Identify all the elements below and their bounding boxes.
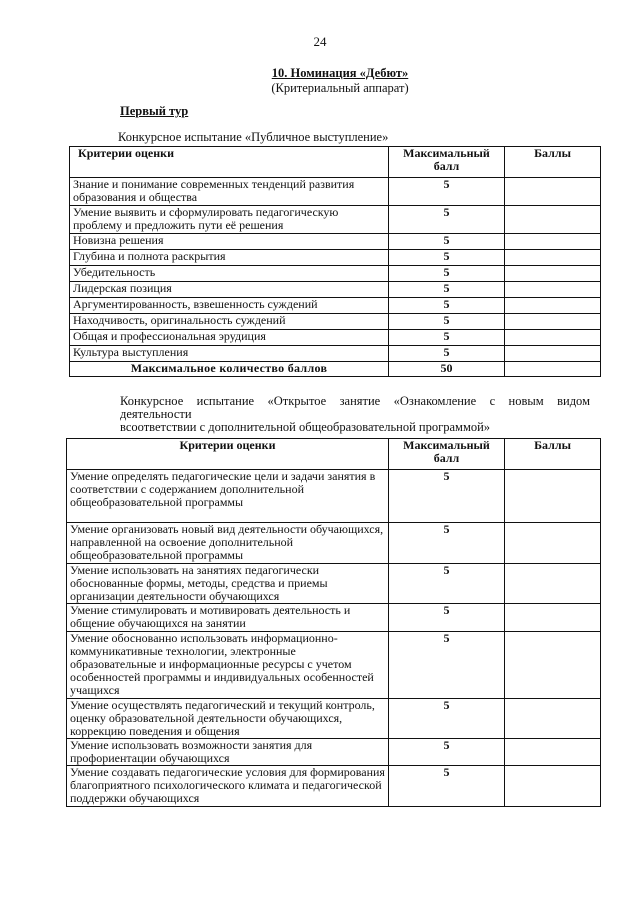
score-cell — [505, 564, 601, 604]
page-number: 24 — [313, 34, 327, 49]
intro-word: видом — [557, 394, 590, 408]
total-row — [70, 362, 601, 377]
score-cell — [505, 346, 601, 362]
max-score-header: Максимальный балл — [389, 439, 505, 470]
score-cell — [505, 314, 601, 330]
nomination-subtitle: (Критериальный аппарат) — [271, 81, 409, 95]
criterion-text: Умение обоснованно использовать информационно-коммуникативные технологии, электронные образовательные и информационные ресурсы с учетом особенностей программы и индивидуальных особенностей учащихся — [67, 632, 389, 699]
nomination-title: 10. Номинация «Дебют» — [271, 66, 409, 80]
criterion-row — [67, 523, 601, 564]
criterion-text: Убедительность — [70, 266, 389, 282]
score-header: Баллы — [505, 147, 601, 178]
max-score-value: 5 — [389, 178, 505, 206]
test2-intro-line3: всоответствии с дополнительной общеобразовательной программой» — [120, 420, 491, 434]
public-speech-criteria-table — [69, 146, 601, 377]
max-score-value: 5 — [389, 470, 505, 523]
score-cell — [505, 282, 601, 298]
criterion-text: Культура выступления — [70, 346, 389, 362]
max-score-value: 5 — [389, 330, 505, 346]
criterion-text: Умение использовать на занятиях педагогически обоснованные формы, методы, средства и приемы организации деятельности обучающихся — [67, 564, 389, 604]
intro-word: «Ознакомление — [393, 394, 477, 408]
score-cell — [505, 470, 601, 523]
criterion-row — [70, 314, 601, 330]
criterion-text: Лидерская позиция — [70, 282, 389, 298]
criteria-header: Критерии оценки — [67, 439, 389, 470]
criterion-text: Знание и понимание современных тенденций развития образования и общества — [70, 178, 389, 206]
intro-word: с — [489, 394, 496, 408]
open-lesson-criteria-table — [66, 438, 601, 807]
score-cell — [505, 250, 601, 266]
max-score-value: 5 — [389, 206, 505, 234]
max-score-value: 5 — [389, 564, 505, 604]
criterion-text: Умение определять педагогические цели и задачи занятия в соответствии с содержанием дополнительной общеобразовательной программы — [67, 470, 389, 523]
max-score-header: Максимальный балл — [389, 147, 505, 178]
score-cell — [505, 699, 601, 739]
max-score-value: 5 — [389, 234, 505, 250]
criterion-text: Умение организовать новый вид деятельности обучающихся, направленной на освоение дополнительной общеобразовательной программы — [67, 523, 389, 564]
max-score-value: 5 — [389, 250, 505, 266]
criterion-row — [70, 282, 601, 298]
criterion-text: Находчивость, оригинальность суждений — [70, 314, 389, 330]
criterion-row — [70, 178, 601, 206]
score-cell — [505, 604, 601, 632]
score-cell — [505, 766, 601, 807]
score-cell — [505, 330, 601, 346]
intro-word: испытание — [196, 394, 255, 408]
criterion-row — [70, 266, 601, 282]
max-score-value: 5 — [389, 346, 505, 362]
max-score-value: 5 — [389, 604, 505, 632]
total-label: Максимальное количество баллов — [70, 362, 389, 377]
criterion-row — [67, 699, 601, 739]
max-score-value: 5 — [389, 282, 505, 298]
criterion-text: Умение стимулировать и мотивировать деятельность и общение обучающихся на занятии — [67, 604, 389, 632]
test2-intro — [120, 395, 590, 434]
score-cell — [505, 234, 601, 250]
score-cell — [505, 266, 601, 282]
criteria-header: Критерии оценки — [70, 147, 389, 178]
criterion-row — [70, 206, 601, 234]
max-score-value: 5 — [389, 314, 505, 330]
score-header: Баллы — [505, 439, 601, 470]
criterion-row — [67, 564, 601, 604]
round-title: Первый тур — [120, 104, 189, 118]
criterion-text: Умение выявить и сформулировать педагогическую проблему и предложить пути её решения — [70, 206, 389, 234]
max-score-value: 5 — [389, 523, 505, 564]
score-cell — [505, 178, 601, 206]
max-score-value: 5 — [389, 266, 505, 282]
criterion-text: Умение осуществлять педагогический и текущий контроль, оценку образовательной деятельности обучающихся, коррекцию поведения и общения — [67, 699, 389, 739]
intro-word: занятие — [339, 394, 381, 408]
max-score-value: 5 — [389, 739, 505, 766]
intro-word: Конкурсное — [120, 394, 184, 408]
criterion-text: Глубина и полнота раскрытия — [70, 250, 389, 266]
score-cell — [505, 206, 601, 234]
intro-word: «Открытое — [267, 394, 327, 408]
test1-intro: Конкурсное испытание «Публичное выступление» — [118, 130, 389, 144]
criterion-row — [70, 346, 601, 362]
max-score-value: 5 — [389, 632, 505, 699]
criterion-row — [70, 234, 601, 250]
criterion-row — [67, 632, 601, 699]
criterion-text: Новизна решения — [70, 234, 389, 250]
criterion-row — [70, 330, 601, 346]
criterion-row — [67, 470, 601, 523]
test2-intro-line2: деятельности — [120, 407, 192, 421]
criterion-text: Умение использовать возможности занятия для профориентации обучающихся — [67, 739, 389, 766]
score-cell — [505, 362, 601, 377]
max-score-value: 5 — [389, 699, 505, 739]
score-cell — [505, 523, 601, 564]
criterion-text: Общая и профессиональная эрудиция — [70, 330, 389, 346]
criterion-row — [70, 250, 601, 266]
criterion-row — [67, 766, 601, 807]
score-cell — [505, 298, 601, 314]
criterion-text: Аргументированность, взвешенность суждений — [70, 298, 389, 314]
total-value: 50 — [389, 362, 505, 377]
criterion-text: Умение создавать педагогические условия для формирования благоприятного психологического климата и педагогической поддержки обучающихся — [67, 766, 389, 807]
max-score-value: 5 — [389, 766, 505, 807]
criterion-row — [67, 604, 601, 632]
score-cell — [505, 739, 601, 766]
intro-word: новым — [508, 394, 544, 408]
score-cell — [505, 632, 601, 699]
criterion-row — [67, 739, 601, 766]
criterion-row — [70, 298, 601, 314]
max-score-value: 5 — [389, 298, 505, 314]
